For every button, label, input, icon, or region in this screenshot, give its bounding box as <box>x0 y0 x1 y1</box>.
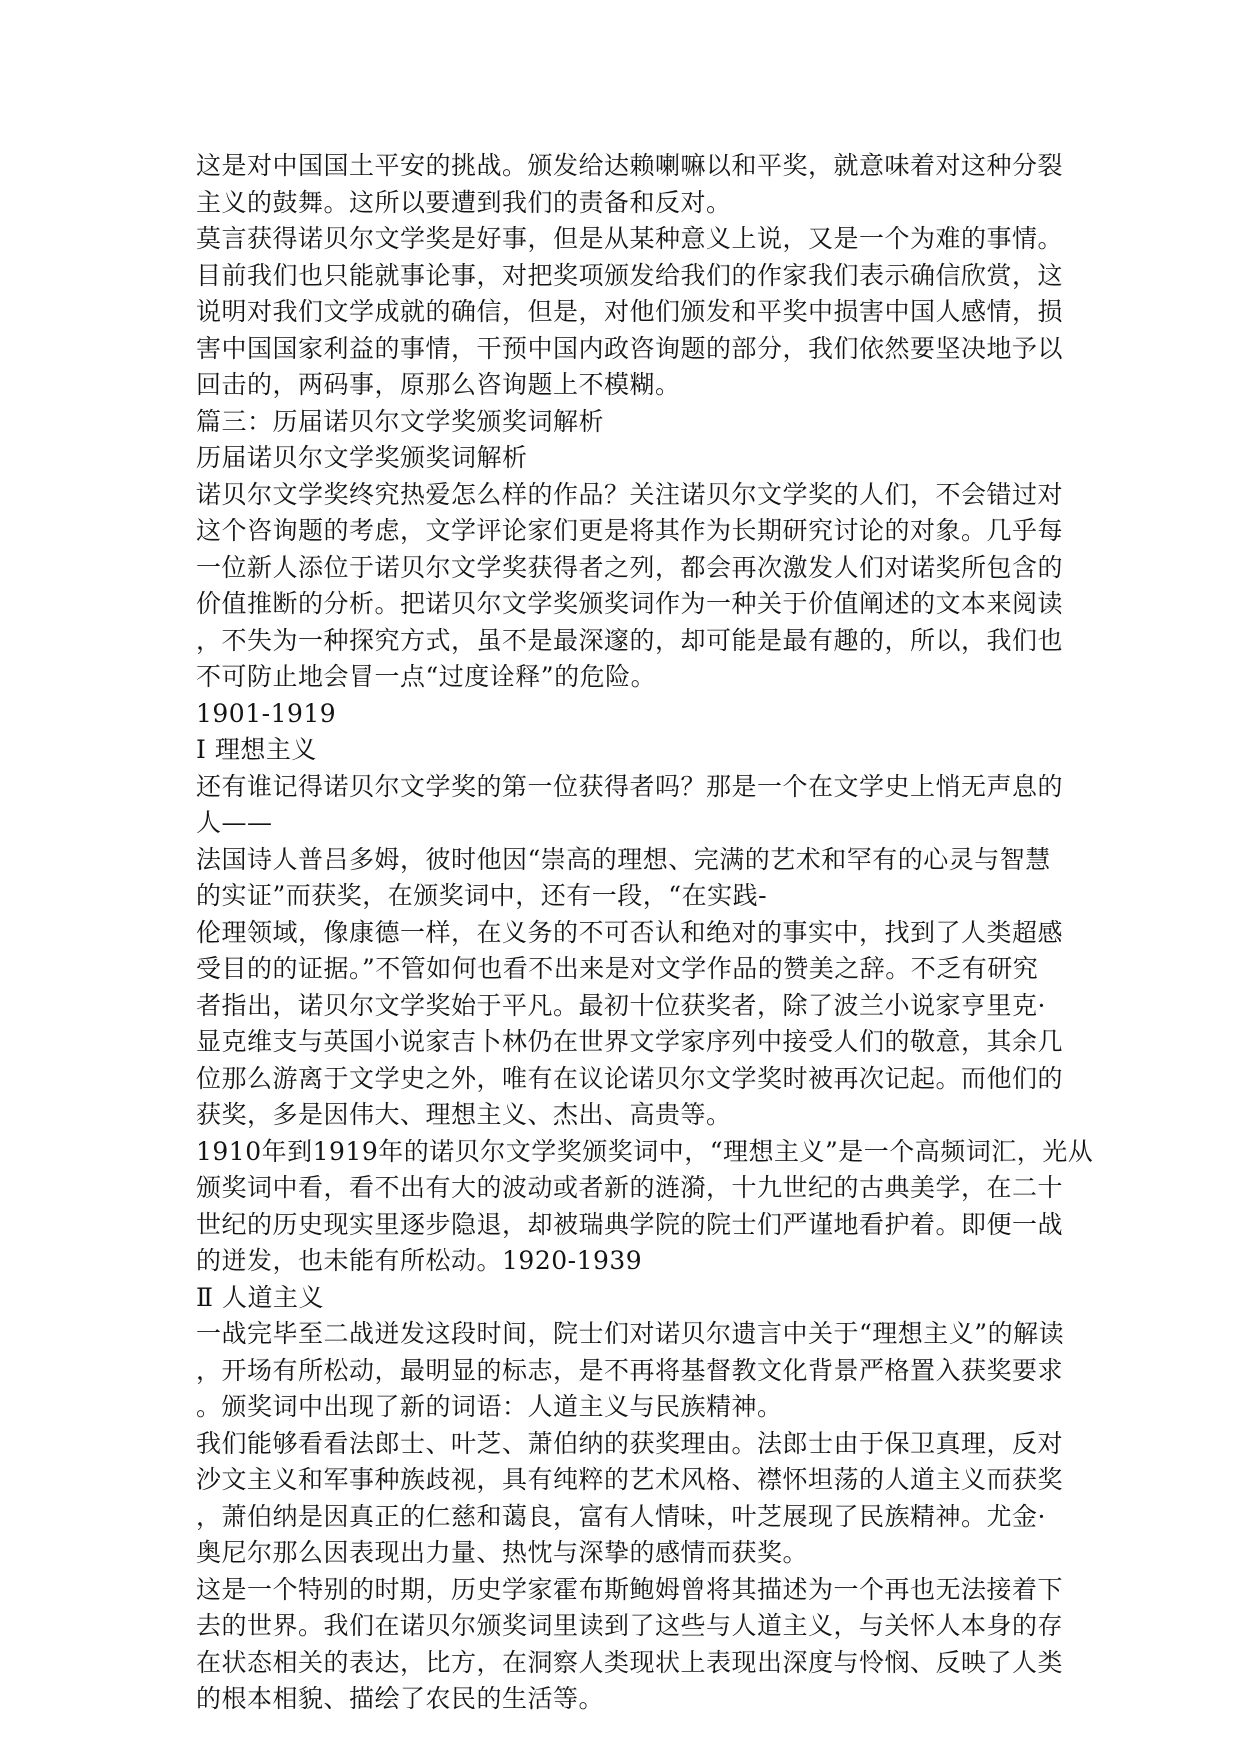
text-line: 的迸发，也未能有所松动。1920-1939 <box>196 1246 643 1275</box>
text-line: 说明对我们文学成就的确信，但是，对他们颁发和平奖中损害中国人感情，损 <box>196 297 1064 326</box>
text-line: 价值推断的分析。把诺贝尔文学奖颁奖词作为一种关于价值阐述的文本来阅读 <box>196 589 1064 618</box>
text-line: ，开场有所松动，最明显的标志，是不再将基督教文化背景严格置入获奖要求 <box>196 1355 1064 1385</box>
text-line: 不可防止地会冒一点“过度诠释”的危险。 <box>196 662 657 691</box>
text-line: 颁奖词中看，看不出有大的波动或者新的涟漪，十九世纪的古典美学，在二十 <box>196 1173 1064 1202</box>
text-line: 这是对中国国土平安的挑战。颁发给达赖喇嘛以和平奖，就意味着对这种分裂 <box>196 151 1064 180</box>
text-line: 害中国国家利益的事情，干预中国内政咨询题的部分，我们依然要坚决地予以 <box>196 333 1064 363</box>
text-line: 获奖，多是因伟大、理想主义、杰出、高贵等。 <box>196 1100 732 1129</box>
text-line: 还有谁记得诺贝尔文学奖的第一位获得者吗？那是一个在文学史上悄无声息的 <box>196 771 1064 801</box>
text-line: 一位新人添位于诺贝尔文学奖获得者之列，都会再次激发人们对诺奖所包含的 <box>196 552 1064 582</box>
text-line: 回击的，两码事，原那么咨询题上不模糊。 <box>196 370 681 399</box>
text-line: 主义的鼓舞。这所以要遭到我们的责备和反对。 <box>196 187 732 217</box>
subsection-heading: Ⅰ 理想主义 <box>196 735 317 764</box>
text-line: 位那么游离于文学史之外，唯有在议论诺贝尔文学奖时被再次记起。而他们的 <box>196 1063 1064 1093</box>
text-line: 者指出，诺贝尔文学奖始于平凡。最初十位获奖者，除了波兰小说家亨里克· <box>196 990 1046 1020</box>
document-body <box>196 148 1094 1718</box>
text-line: 去的世界。我们在诺贝尔颁奖词里读到了这些与人道主义，与关怀人本身的存 <box>196 1611 1064 1640</box>
text-line: ，不失为一种探究方式，虽不是最深邃的，却可能是最有趣的，所以，我们也 <box>196 625 1064 655</box>
text-line: 莫言获得诺贝尔文学奖是好事，但是从某种意义上说，又是一个为难的事情。 <box>196 224 1064 253</box>
text-line: 沙文主义和军事种族歧视，具有纯粹的艺术风格、襟怀坦荡的人道主义而获奖 <box>196 1465 1064 1494</box>
text-line: 显克维支与英国小说家吉卜林仍在世界文学家序列中接受人们的敬意，其余几 <box>196 1027 1064 1056</box>
text-line: 这个咨询题的考虑，文学评论家们更是将其作为长期研究讨论的对象。几乎每 <box>196 516 1064 545</box>
text-line: 这是一个特别的时期，历史学家霍布斯鲍姆曾将其描述为一个再也无法接着下 <box>196 1574 1064 1604</box>
text-line: 人—— <box>196 808 273 837</box>
text-line: 受目的的证据。”不管如何也看不出来是对文学作品的赞美之辞。不乏有研究 <box>196 954 1039 983</box>
text-line: 的实证”而获奖，在颁奖词中，还有一段，“在实践- <box>196 881 768 910</box>
text-line: 一战完毕至二战迸发这段时间，院士们对诺贝尔遗言中关于“理想主义”的解读 <box>196 1319 1065 1348</box>
text-line: 1910年到1919年的诺贝尔文学奖颁奖词中，“理想主义”是一个高频词汇，光从 <box>196 1136 1094 1166</box>
text-line: 。颁奖词中出现了新的词语：人道主义与民族精神。 <box>196 1392 783 1421</box>
subsection-heading: Ⅱ 人道主义 <box>196 1282 324 1312</box>
text-line: 诺贝尔文学奖终究热爱怎么样的作品？关注诺贝尔文学奖的人们，不会错过对 <box>196 479 1064 509</box>
text-line: 在状态相关的表达，比方，在洞察人类现状上表现出深度与怜悯、反映了人类 <box>196 1647 1064 1677</box>
period-heading: 1901-1919 <box>196 698 337 728</box>
text-line: 奥尼尔那么因表现出力量、热忱与深挚的感情而获奖。 <box>196 1538 809 1567</box>
article-title: 历届诺贝尔文学奖颁奖词解析 <box>196 443 528 472</box>
text-line: 法国诗人普吕多姆，彼时他因“崇高的理想、完满的艺术和罕有的心灵与智慧 <box>196 844 1051 874</box>
text-line: ，萧伯纳是因真正的仁慈和蔼良，富有人情味，叶芝展现了民族精神。尤金· <box>196 1501 1046 1531</box>
section-heading: 篇三：历届诺贝尔文学奖颁奖词解析 <box>196 406 605 436</box>
text-line: 我们能够看看法郎士、叶芝、萧伯纳的获奖理由。法郎士由于保卫真理，反对 <box>196 1428 1064 1458</box>
text-line: 伦理领域，像康德一样，在义务的不可否认和绝对的事实中，找到了人类超感 <box>196 917 1064 947</box>
text-line: 的根本相貌、描绘了农民的生活等。 <box>196 1684 605 1713</box>
text-line: 世纪的历史现实里逐步隐退，却被瑞典学院的院士们严谨地看护着。即便一战 <box>196 1209 1064 1239</box>
text-line: 目前我们也只能就事论事，对把奖项颁发给我们的作家我们表示确信欣赏，这 <box>196 260 1064 290</box>
